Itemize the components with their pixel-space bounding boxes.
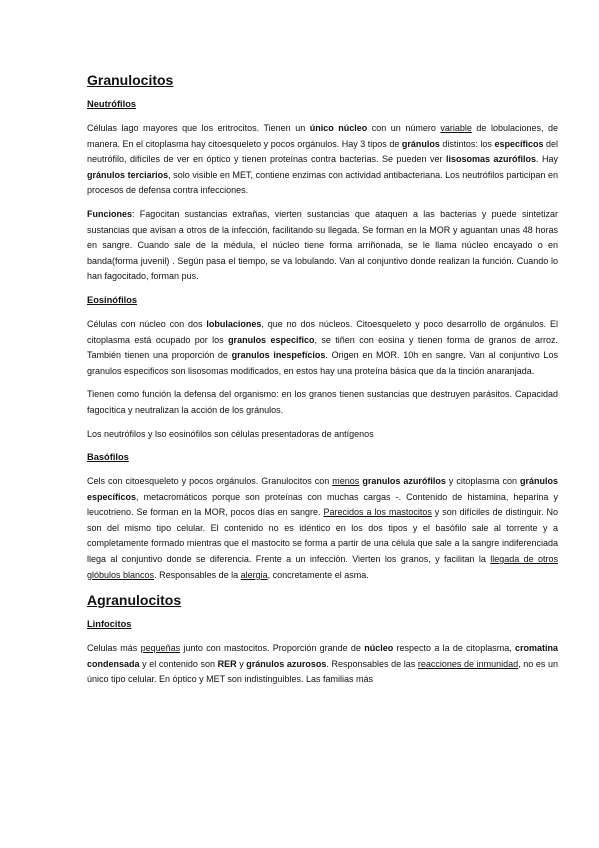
text-run: Celulas más bbox=[87, 643, 141, 654]
text-run: junto con mastocitos. Proporción grande de bbox=[180, 643, 365, 654]
bold-term: cromatina condensada bbox=[87, 643, 558, 669]
paragraph-eosinofilos-funcion bbox=[87, 387, 558, 418]
paragraph-neutrofilos-description bbox=[87, 121, 558, 199]
subheading-linfocitos: Linfocitos bbox=[87, 619, 132, 630]
paragraph-basofilos-description bbox=[87, 474, 558, 583]
bold-term: lisosomas azurófilos bbox=[445, 154, 536, 165]
underlined-term: variable bbox=[440, 123, 472, 133]
document-content bbox=[87, 71, 558, 688]
text-run: : Fagocitan sustancias extrañas, vierten sustancias que ataquen a las bacterias y puede sintetizar sustancias que avisan a otros de la infección, facilitando su llegada. Se forman en la MOR y aguantan unas 48 horas en sangre. Cuando sale de la médula, el núcleo tiene forma arriñonada, se le llama núcleo encayado o en banda(forma juvenil) . Según pasa el tiempo, se va lobulando. Van al conjuntivo donde realizan la función. Cuando lo han fagocitado, forman pus. bbox=[87, 208, 558, 282]
bold-term: granulos inespefícios bbox=[231, 350, 326, 361]
text-run: , concretamente el asma. bbox=[267, 569, 369, 580]
underlined-term: Parecidos a los mastocitos bbox=[323, 507, 432, 518]
section-title-granulocitos: Granulocitos bbox=[87, 72, 174, 88]
paragraph-eosinofilos-description bbox=[87, 317, 558, 379]
bold-term: lobulaciones bbox=[206, 318, 262, 329]
text-run: , que no dos núcleos. Citoesqueleto y poco desarrollo de orgánulos. El citoplasma está ocupado por los bbox=[87, 318, 558, 345]
text-run: Células con núcleo con dos bbox=[87, 318, 207, 329]
text-run: , no es un único tipo celular. En óptico y MET son indistinguibles. Las familias más bbox=[87, 658, 558, 685]
bold-term: gránulos terciarios bbox=[87, 169, 169, 180]
text-run: con un número bbox=[367, 123, 441, 133]
subheading-neutrofilos: Neutrófilos bbox=[87, 99, 137, 109]
text-run: Los neutrófilos y lso eosinófilos son células presentadoras de antígenos bbox=[87, 428, 374, 439]
bold-term: específicos bbox=[494, 138, 544, 149]
underlined-term: alergia bbox=[240, 569, 268, 580]
text-run: , solo visible en MET, contiene enzimas con actividad antibacteriana. Los neutrófilos participan en procesos de defensa contra infecciones. bbox=[87, 169, 559, 196]
paragraph-neutrofilos-funciones bbox=[87, 207, 558, 285]
text-run: Cels con citoesqueleto y pocos orgánulos. Granulocitos con bbox=[87, 476, 333, 487]
text-run: respecto a la de citoplasma, bbox=[393, 643, 515, 654]
text-run: , metacromáticos porque son proteínas con muchas cargas -. Contenido de histamina, heparina y leucotrieno. Se forman en la MOR, pocos días en sangre. bbox=[87, 491, 558, 518]
text-run: . Origen en MOR. 10h en sangre. Van al conjuntivo Los granulos especificos son lisosomas modificados, en estos hay una proteína básica que da la tinción anaranjada. bbox=[87, 350, 558, 376]
underlined-term: llegada de otros glóbulos blancos bbox=[87, 554, 559, 580]
text-run: . Hay bbox=[536, 154, 558, 165]
bold-term: granulos especifico bbox=[228, 334, 315, 345]
underlined-term: menos bbox=[332, 476, 360, 487]
subheading-basofilos: Basófilos bbox=[87, 452, 129, 463]
bold-term: granulos azurófilos bbox=[362, 476, 446, 487]
text-run: y el contenido son bbox=[139, 658, 218, 669]
text-run: Células lago mayores que los eritrocitos. Tienen un bbox=[87, 123, 310, 133]
text-run: y son difíciles de distinguir. No son del mismo tipo celular. El contenido no es idéntico en los dos tipos y el basófilo sale al torrente y a completamente formado mientras que el mastocito se forma a partir de una célula que sale a la sangre indiferenciada llega al conjuntivo donde se diferencia. Frente a un infección. Vierten los granos, y facilitan la bbox=[87, 507, 559, 565]
paragraph-linfocitos-description bbox=[87, 641, 558, 688]
text-run: de lobulaciones, de manera. En el citoplasma hay citoesqueleto y pocos orgánulos. Hay 3 tipos de bbox=[87, 123, 559, 149]
bold-term: RER bbox=[217, 658, 237, 669]
text-run: . Responsables de las bbox=[326, 658, 418, 669]
text-run: y bbox=[236, 658, 247, 669]
subheading-eosinofilos: Eosinófilos bbox=[87, 294, 138, 305]
bold-term: gránulos bbox=[401, 138, 440, 149]
text-run: distintos: los bbox=[439, 138, 495, 149]
text-run: , se tiñen con eosina y tienen forma de granos de arroz. También tienen una proporción de bbox=[87, 334, 558, 361]
text-run: del neutrófilo, difíciles de ver en óptico y tienen proteínas contra bacterias. Se pueden ver bbox=[87, 138, 558, 165]
bold-term: gránulos azurosos bbox=[246, 658, 327, 669]
paragraph-eosinofilos-antigenos bbox=[87, 427, 558, 443]
bold-term: Funciones bbox=[87, 208, 133, 219]
text-run: . Responsables de la bbox=[154, 569, 241, 580]
bold-term: núcleo bbox=[364, 643, 394, 654]
text-run: Tienen como función la defensa del organismo: en los granos tienen sustancias que destruyen parásitos. Capacidad fagocítica y neutralizan la acción de los gránulos. bbox=[87, 389, 558, 415]
underlined-term: reacciones de inmunidad bbox=[417, 658, 519, 669]
bold-term: gránulos específicos bbox=[87, 476, 558, 502]
section-title-agranulocitos: Agranulocitos bbox=[87, 592, 182, 609]
underlined-term: pequeñas bbox=[140, 643, 181, 654]
bold-term: único núcleo bbox=[309, 123, 368, 133]
text-run: y citoplasma con bbox=[445, 476, 520, 487]
